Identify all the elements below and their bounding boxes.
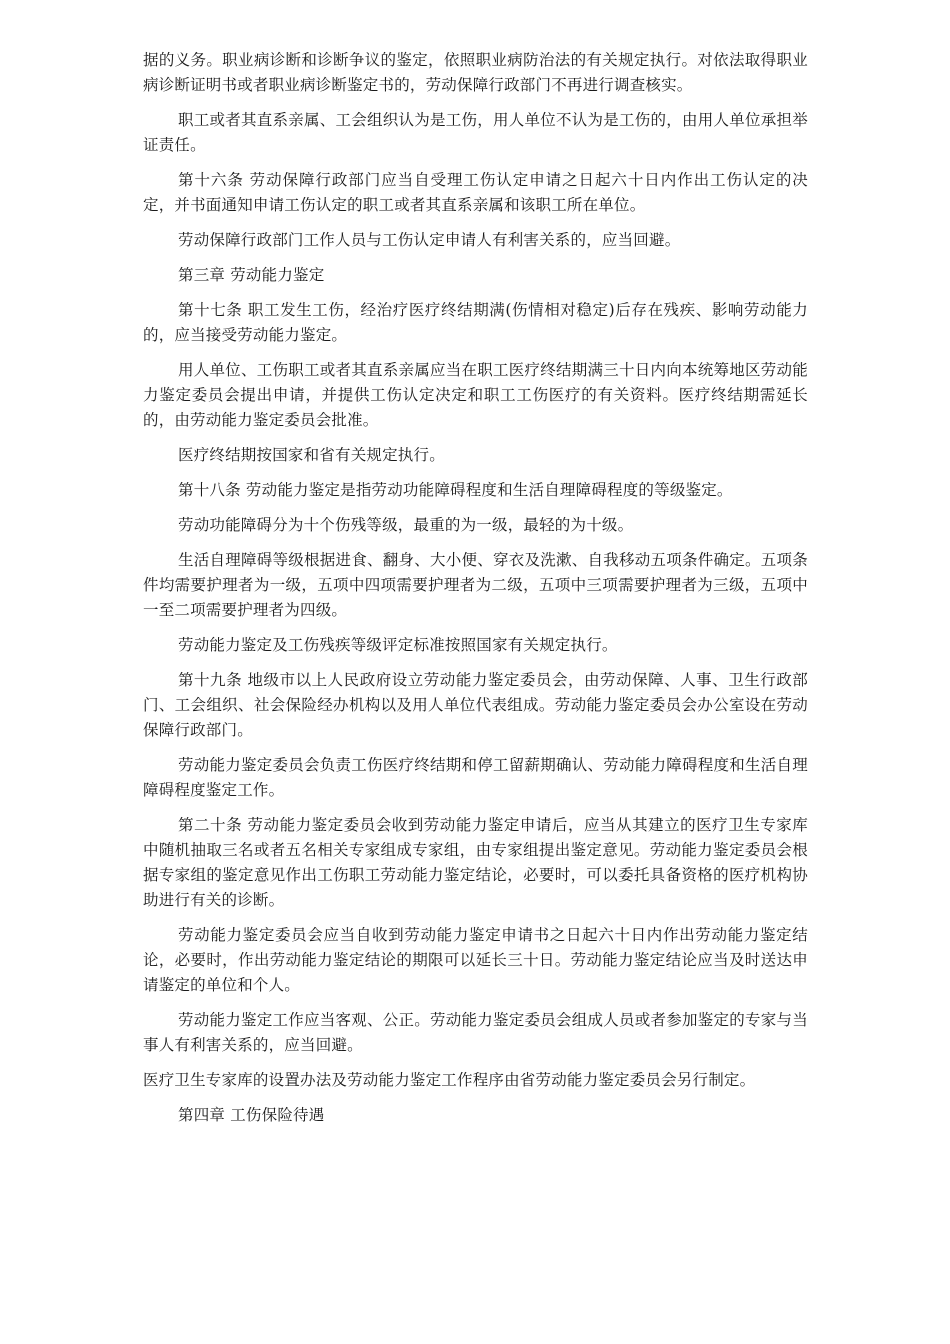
article-16: 第十六条 劳动保障行政部门应当自受理工伤认定申请之日起六十日内作出工伤认定的决定，并书面通知申请工伤认定的职工或者其直系亲属和该职工所在单位。	[143, 171, 808, 214]
chapter-3-heading: 第三章 劳动能力鉴定	[178, 266, 325, 284]
paragraph-10: 劳动功能障碍分为十个伤残等级，最重的为一级，最轻的为十级。	[178, 516, 634, 534]
paragraph-1: 据的义务。职业病诊断和诊断争议的鉴定，依照职业病防治法的有关规定执行。对依法取得职业病诊断证明书或者职业病诊断鉴定书的，劳动保障行政部门不再进行调查核实。	[143, 51, 808, 94]
article-20: 第二十条 劳动能力鉴定委员会收到劳动能力鉴定申请后，应当从其建立的医疗卫生专家库中随机抽取三名或者五名相关专家组成专家组，由专家组提出鉴定意见。劳动能力鉴定委员会根据专家组的鉴定意见作出工伤职工劳动能力鉴定结论，必要时，可以委托具备资格的医疗机构协助进行有关的诊断。	[143, 816, 808, 909]
document-page	[143, 48, 808, 1138]
paragraph-14: 劳动能力鉴定委员会负责工伤医疗终结期和停工留薪期确认、劳动能力障碍程度和生活自理障碍程度鉴定工作。	[143, 756, 808, 799]
paragraph-8: 医疗终结期按国家和省有关规定执行。	[178, 446, 445, 464]
paragraph-7: 用人单位、工伤职工或者其直系亲属应当在职工医疗终结期满三十日内向本统筹地区劳动能力鉴定委员会提出申请，并提供工伤认定决定和职工工伤医疗的有关资料。医疗终结期需延长的，由劳动能力鉴定委员会批准。	[143, 361, 808, 429]
paragraph-18: 医疗卫生专家库的设置办法及劳动能力鉴定工作程序由省劳动能力鉴定委员会另行制定。	[143, 1071, 756, 1089]
paragraph-11: 生活自理障碍等级根据进食、翻身、大小便、穿衣及洗漱、自我移动五项条件确定。五项条件均需要护理者为一级，五项中四项需要护理者为二级，五项中三项需要护理者为三级，五项中一至二项需要护理者为四级。	[143, 551, 808, 619]
paragraph-16: 劳动能力鉴定委员会应当自收到劳动能力鉴定申请书之日起六十日内作出劳动能力鉴定结论，必要时，作出劳动能力鉴定结论的期限可以延长三十日。劳动能力鉴定结论应当及时送达申请鉴定的单位和个人。	[143, 926, 808, 994]
paragraph-17: 劳动能力鉴定工作应当客观、公正。劳动能力鉴定委员会组成人员或者参加鉴定的专家与当事人有利害关系的，应当回避。	[143, 1011, 808, 1054]
paragraph-12: 劳动能力鉴定及工伤残疾等级评定标准按照国家有关规定执行。	[178, 636, 618, 654]
article-19: 第十九条 地级市以上人民政府设立劳动能力鉴定委员会，由劳动保障、人事、卫生行政部门、工会组织、社会保险经办机构以及用人单位代表组成。劳动能力鉴定委员会办公室设在劳动保障行政部门。	[143, 671, 808, 739]
paragraph-2: 职工或者其直系亲属、工会组织认为是工伤，用人单位不认为是工伤的，由用人单位承担举证责任。	[143, 111, 808, 154]
chapter-4-heading: 第四章 工伤保险待遇	[178, 1106, 325, 1124]
paragraph-4: 劳动保障行政部门工作人员与工伤认定申请人有利害关系的，应当回避。	[178, 231, 681, 249]
article-18: 第十八条 劳动能力鉴定是指劳动功能障碍程度和生活自理障碍程度的等级鉴定。	[178, 481, 733, 499]
article-17: 第十七条 职工发生工伤，经治疗医疗终结期满(伤情相对稳定)后存在残疾、影响劳动能力的，应当接受劳动能力鉴定。	[143, 301, 808, 344]
